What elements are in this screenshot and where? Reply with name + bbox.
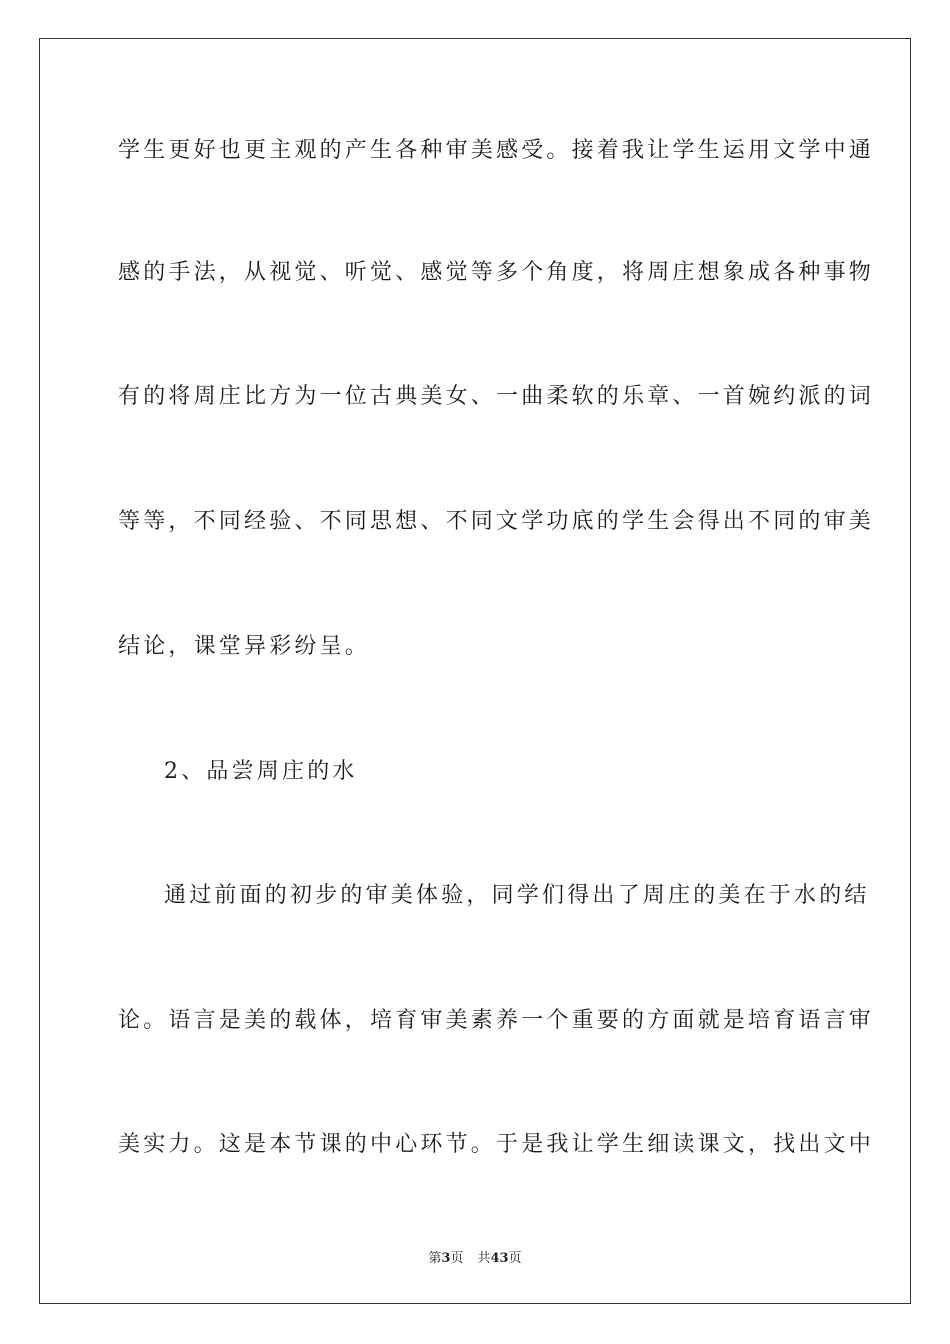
body-text-line: 美实力。这是本节课的中心环节。于是我让学生细读课文，找出文中: [118, 1132, 875, 1157]
body-text-line: 感的手法，从视觉、听觉、感觉等多个角度，将周庄想象成各种事物: [118, 260, 875, 285]
body-text-line: 等等，不同经验、不同思想、不同文学功底的学生会得出不同的审美: [118, 509, 875, 534]
page-suffix: 页: [450, 1251, 464, 1266]
total-prefix: 共: [477, 1251, 491, 1266]
total-pages: 43: [490, 1251, 509, 1266]
body-text-line: 结论，课堂异彩纷呈。: [118, 634, 371, 659]
total-suffix: 页: [508, 1251, 522, 1266]
page-prefix: 第: [428, 1251, 442, 1266]
body-text-line: 通过前面的初步的审美体验，同学们得出了周庄的美在于水的结: [164, 883, 870, 908]
body-text-line: 有的将周庄比方为一位古典美女、一曲柔软的乐章、一首婉约派的词: [118, 384, 875, 409]
body-text-line: 论。语言是美的载体，培育审美素养一个重要的方面就是培育语言审: [118, 1008, 875, 1033]
body-text-line: 学生更好也更主观的产生各种审美感受。接着我让学生运用文学中通: [118, 138, 875, 163]
page-number: 3: [441, 1251, 451, 1266]
page-border: [39, 38, 911, 1304]
page-footer: [0, 1247, 950, 1266]
section-heading: 2、品尝周庄的水: [164, 759, 358, 784]
